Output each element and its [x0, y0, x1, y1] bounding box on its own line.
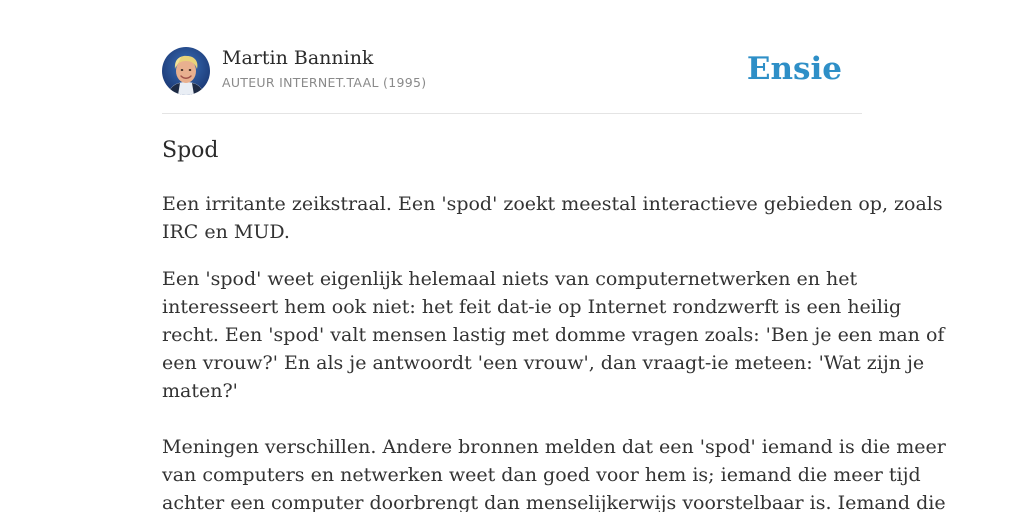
paragraph-1-line-2: IRC en MUD.	[162, 221, 290, 243]
paragraph-2-line-3: recht. Een 'spod' valt mensen lastig met domme vragen zoals: 'Ben je een man of	[162, 324, 945, 346]
author-portrait-icon	[162, 47, 210, 95]
brand-logo[interactable]: Ensie	[746, 51, 842, 87]
paragraph-3-line-3: achter een computer doorbrengt dan menselijkerwijs voorstelbaar is. Iemand die	[162, 492, 946, 512]
paragraph-2-line-4: een vrouw?' En als je antwoordt 'een vrouw', dan vraagt-ie meteen: 'Wat zijn je	[162, 352, 925, 374]
paragraph-spacer	[162, 246, 862, 265]
author-role: AUTEUR INTERNET.TAAL (1995)	[222, 75, 427, 90]
paragraph-3-line-2: van computers en netwerken weet dan goed voor hem is; iemand die meer tijd	[162, 464, 921, 486]
paragraph-2-line-5: maten?'	[162, 380, 238, 402]
entry-title: Spod	[162, 138, 219, 163]
avatar[interactable]	[162, 47, 210, 95]
author-name[interactable]: Martin Bannink	[222, 47, 374, 69]
paragraph-3-line-1: Meningen verschillen. Andere bronnen melden dat een 'spod' iemand is die meer	[162, 436, 946, 458]
paragraph-2-line-2: interesseert hem ook niet: het feit dat-ie op Internet rondzwerft is een heilig	[162, 296, 902, 318]
paragraph-2-line-1: Een 'spod' weet eigenlijk helemaal niets van computernetwerken en het	[162, 268, 858, 290]
header-divider	[162, 113, 862, 114]
paragraph-1-line-1: Een irritante zeikstraal. Een 'spod' zoekt meestal interactieve gebieden op, zoals	[162, 193, 943, 215]
paragraph-spacer	[162, 405, 862, 433]
entry-body	[162, 190, 946, 512]
author-header	[162, 47, 862, 113]
